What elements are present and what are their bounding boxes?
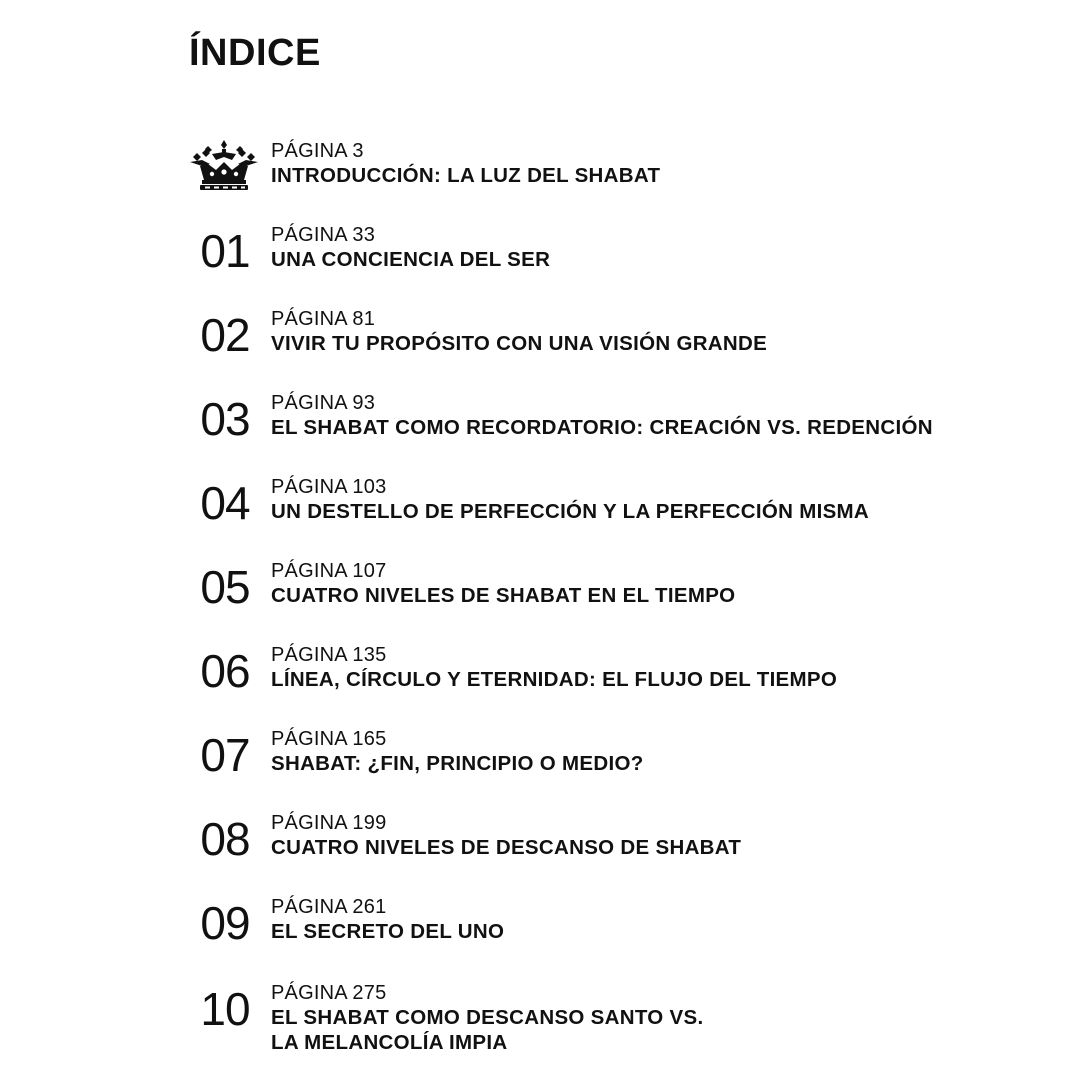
entry-page: PÁGINA 93 bbox=[271, 392, 376, 414]
entry-page: PÁGINA 275 bbox=[271, 982, 387, 1004]
entry-page: PÁGINA 135 bbox=[271, 644, 387, 666]
entry-title: UNA CONCIENCIA DEL SER bbox=[271, 248, 551, 271]
entry-page: PÁGINA 261 bbox=[271, 896, 387, 918]
entry-title: EL SHABAT COMO RECORDATORIO: CREACIÓN VS. REDENCIÓN bbox=[271, 416, 933, 439]
chapter-number: 06 bbox=[200, 645, 250, 697]
entry-title: CUATRO NIVELES DE DESCANSO DE SHABAT bbox=[271, 836, 742, 859]
toc-entry-07[interactable] bbox=[0, 728, 1080, 808]
toc-entry-04[interactable] bbox=[0, 476, 1080, 556]
chapter-number: 02 bbox=[200, 309, 250, 361]
chapter-number: 03 bbox=[200, 393, 250, 445]
toc-entry-02[interactable] bbox=[0, 308, 1080, 388]
toc-entry-09[interactable] bbox=[0, 896, 1080, 976]
entry-page: PÁGINA 33 bbox=[271, 224, 376, 246]
toc-entry-05[interactable] bbox=[0, 560, 1080, 640]
crown-icon bbox=[188, 140, 260, 194]
toc-entry-01[interactable] bbox=[0, 224, 1080, 304]
entry-title: EL SECRETO DEL UNO bbox=[271, 920, 505, 943]
chapter-number: 04 bbox=[200, 477, 250, 529]
toc-entry-08[interactable] bbox=[0, 812, 1080, 892]
entry-title: UN DESTELLO DE PERFECCIÓN Y LA PERFECCIÓN MISMA bbox=[271, 500, 870, 523]
chapter-number: 01 bbox=[200, 225, 250, 277]
toc-entry-03[interactable] bbox=[0, 392, 1080, 472]
entry-page: PÁGINA 165 bbox=[271, 728, 387, 750]
chapter-number: 07 bbox=[200, 729, 250, 781]
entry-title: SHABAT: ¿FIN, PRINCIPIO O MEDIO? bbox=[271, 752, 644, 775]
entry-title: EL SHABAT COMO DESCANSO SANTO VS. bbox=[271, 1006, 704, 1029]
entry-page: PÁGINA 199 bbox=[271, 812, 387, 834]
entry-page: PÁGINA 3 bbox=[271, 140, 364, 162]
chapter-number: 10 bbox=[200, 983, 250, 1035]
chapter-number: 09 bbox=[200, 897, 250, 949]
entry-title: CUATRO NIVELES DE SHABAT EN EL TIEMPO bbox=[271, 584, 736, 607]
toc-entry-06[interactable] bbox=[0, 644, 1080, 724]
entry-page: PÁGINA 81 bbox=[271, 308, 376, 330]
entry-title: INTRODUCCIÓN: LA LUZ DEL SHABAT bbox=[271, 164, 661, 187]
toc-entry-10[interactable] bbox=[0, 982, 1080, 1072]
entry-title: VIVIR TU PROPÓSITO CON UNA VISIÓN GRANDE bbox=[271, 332, 768, 355]
entry-title: LÍNEA, CÍRCULO Y ETERNIDAD: EL FLUJO DEL TIEMPO bbox=[271, 668, 838, 691]
entry-page: PÁGINA 107 bbox=[271, 560, 387, 582]
chapter-number: 08 bbox=[200, 813, 250, 865]
entry-title-line-2: LA MELANCOLÍA IMPIA bbox=[271, 1031, 508, 1054]
page-title: ÍNDICE bbox=[189, 32, 321, 74]
chapter-number: 05 bbox=[200, 561, 250, 613]
toc-entry-intro[interactable] bbox=[0, 140, 1080, 220]
entry-page: PÁGINA 103 bbox=[271, 476, 387, 498]
